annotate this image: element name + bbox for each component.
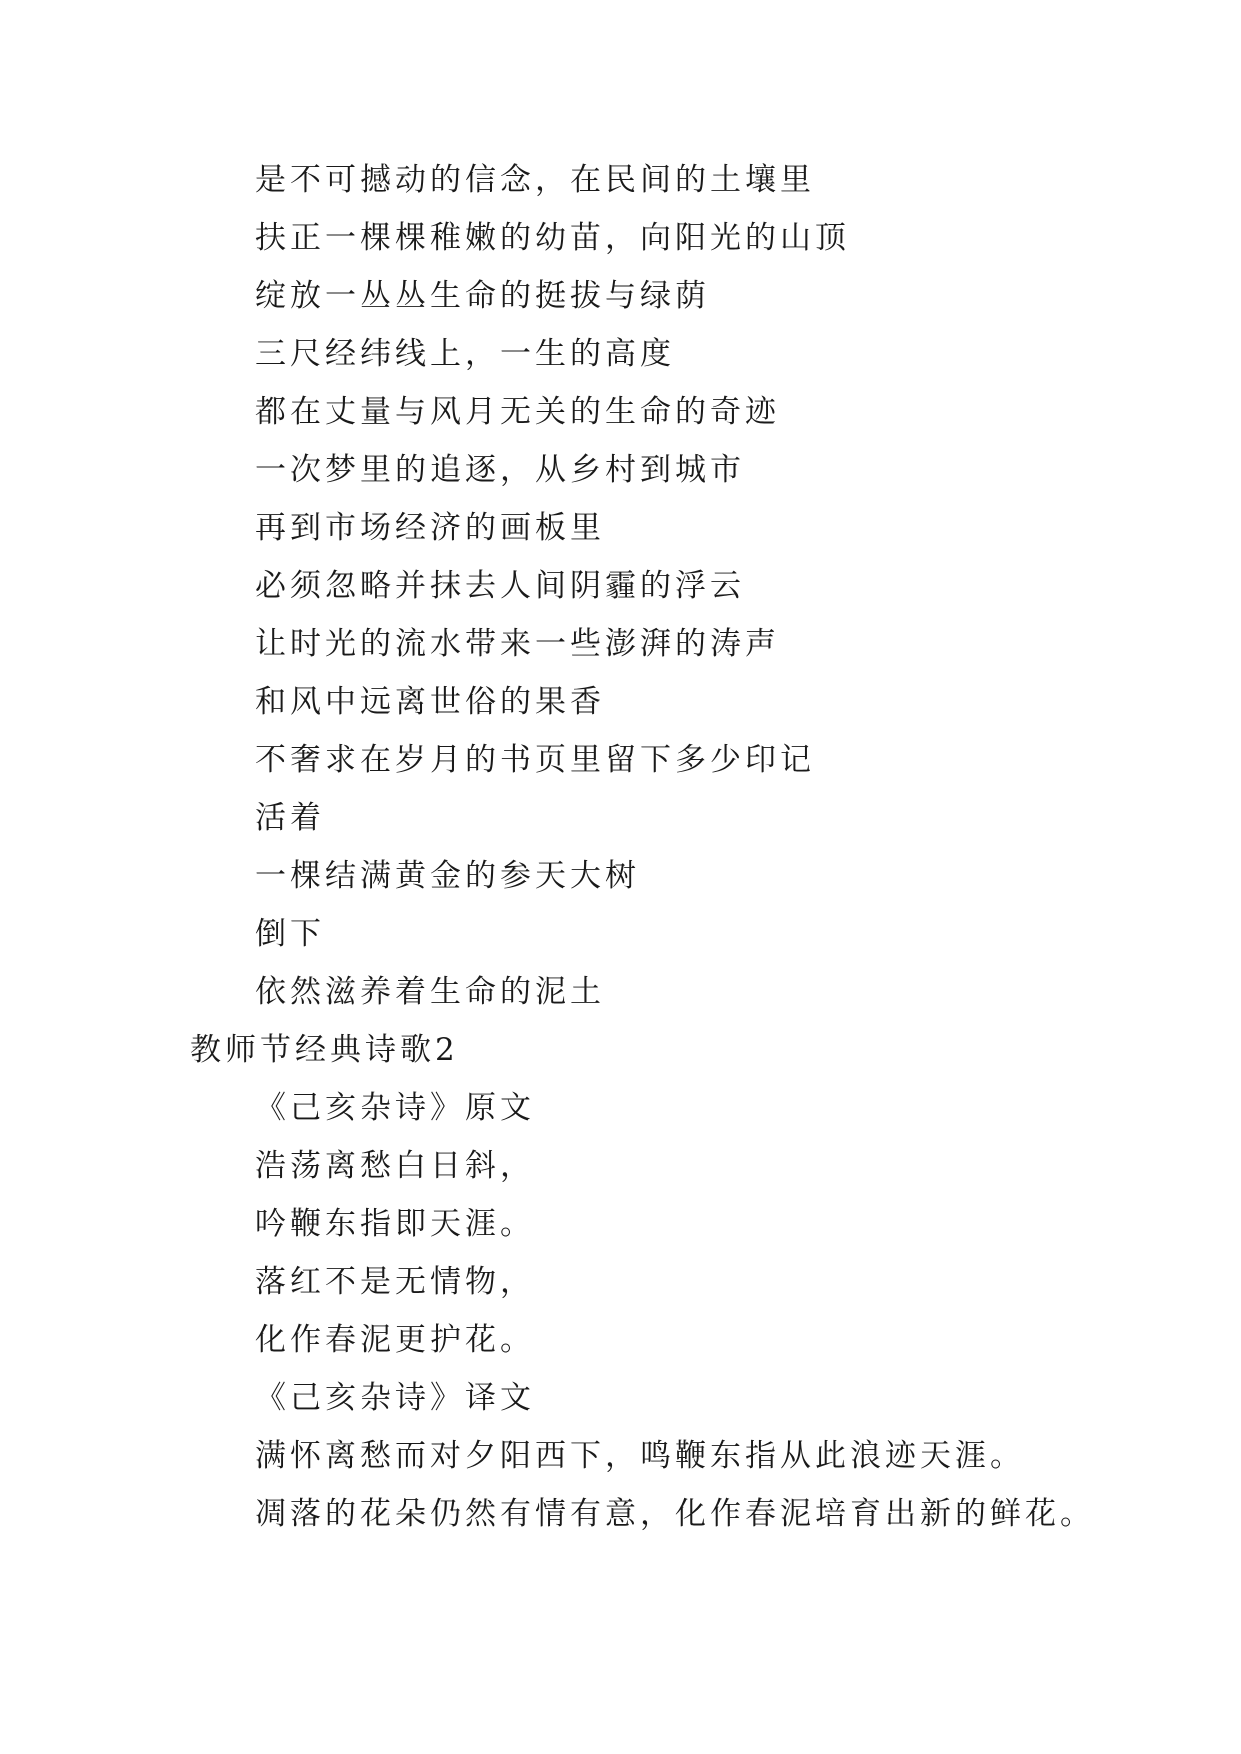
poem-line: 让时光的流水带来一些澎湃的涛声 [255,626,780,662]
poem-line: 再到市场经济的画板里 [255,510,605,546]
poem-line: 和风中远离世俗的果香 [255,684,605,720]
section-heading: 教师节经典诗歌2 [190,1032,459,1068]
poem-line: 不奢求在岁月的书页里留下多少印记 [255,742,815,778]
poem-line: 扶正一棵棵稚嫩的幼苗，向阳光的山顶 [255,220,850,256]
poem-line: 都在丈量与风月无关的生命的奇迹 [255,394,780,430]
section-line: 吟鞭东指即天涯。 [255,1206,535,1242]
section-line: 凋落的花朵仍然有情有意，化作春泥培育出新的鲜花。 [255,1496,1095,1532]
poem-line: 三尺经纬线上，一生的高度 [255,336,675,372]
poem-line: 依然滋养着生命的泥土 [255,974,605,1010]
poem-line: 活着 [255,800,325,836]
poem-line: 一次梦里的追逐，从乡村到城市 [255,452,745,488]
section-line: 满怀离愁而对夕阳西下，鸣鞭东指从此浪迹天涯。 [255,1438,1025,1474]
poem-line: 必须忽略并抹去人间阴霾的浮云 [255,568,745,604]
poem-line: 倒下 [255,916,325,952]
section-line: 浩荡离愁白日斜， [255,1148,535,1184]
poem-line: 一棵结满黄金的参天大树 [255,858,640,894]
section-line: 《己亥杂诗》原文 [255,1090,535,1126]
poem-line: 绽放一丛丛生命的挺拔与绿荫 [255,278,710,314]
section-line: 化作春泥更护花。 [255,1322,535,1358]
section-line: 落红不是无情物， [255,1264,535,1300]
section-line: 《己亥杂诗》译文 [255,1380,535,1416]
poem-line: 是不可撼动的信念，在民间的土壤里 [255,162,815,198]
